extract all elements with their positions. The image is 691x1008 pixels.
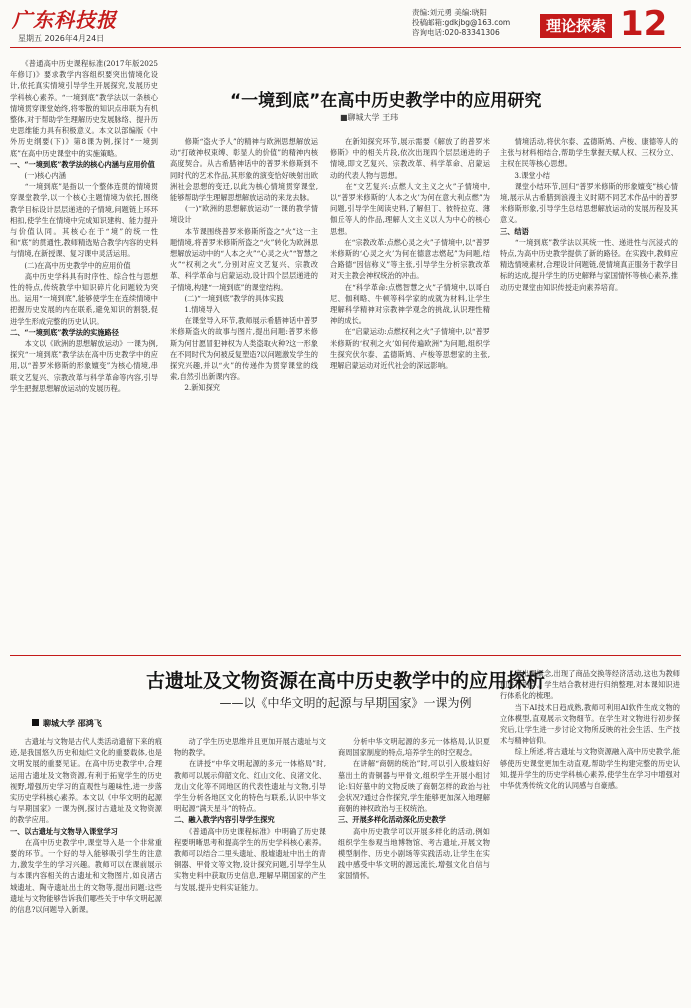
section-heading: 三、开展多样化活动深化历史教学: [338, 815, 446, 825]
paragraph: 在讲解“商朝的统治”时,可以引入殷墟妇好墓出土的青铜器与甲骨文,组织学生开展小组讨论:妇好墓中的文物反映了商朝怎样的政治与社会状况?通过合作探究,学生能够更加深入地理解商朝的神权政治与王权统治。: [338, 759, 490, 814]
paragraph: (一)“欧洲的思想解放运动”一课的教学情境设计: [170, 204, 318, 225]
paragraph: 2.新知探究: [170, 383, 220, 393]
author-marker-icon: [32, 719, 39, 726]
article2-author: [32, 718, 102, 729]
issue-date: 星期五 2026年4月24日: [18, 34, 105, 43]
paragraph: 在“文艺复兴:点燃人文主义之火”子情境中,以“普罗米修斯的‘人本之火’为何在意大利点燃”为问题,引导学生阅读史料,了解但丁、彼特拉克、薄伽丘等人的作品,理解人文主义以人为中心的核心思想。: [330, 181, 490, 236]
paragraph: 高中历史学科具有时序性、综合性与思想性的特点,传统教学中知识碎片化问题较为突出。运用“一境到底”,能够使学生在连续情境中把握历史发展的内在联系,避免知识的割裂,促进学生形成完整的历史认识。: [10, 271, 158, 326]
article-divider: [10, 655, 681, 656]
paragraph: 在讲授“中华文明起源的多元一体格局”时,教师可以展示仰韶文化、红山文化、良渚文化、龙山文化等不同地区的代表性遗址与文物,引导学生分析各地区文化的特色与联系,认识中华文明起源“满天星斗”的特点。: [174, 759, 326, 814]
submission-email: 投稿邮箱:gdkjbg@163.com: [412, 18, 511, 27]
section-label: 理论探索: [540, 14, 612, 38]
contact-phone: 咨询电话:020-83341306: [412, 28, 500, 37]
paragraph: (二)在高中历史教学中的应用价值: [10, 260, 131, 270]
paragraph: 高中历史教学可以开展多样化的活动,例如组织学生参观当地博物馆、考古遗址,开展文物模型制作、历史小剧场等实践活动,让学生在实践中感受中华文明的源远流长,增强文化自信与家国情怀。: [338, 826, 490, 881]
article2-column-1: [10, 736, 162, 1002]
page-number: 12: [620, 4, 668, 44]
paragraph: 本节课围绕普罗米修斯所盗之“火”这一主题情境,将普罗米修斯所盗之“火”转化为欧洲思想解放运动中的“人本之火”“心灵之火”“智慧之火”“权利之火”,分别对应文艺复兴、宗教改革、科学革命与启蒙运动,设计四个层层递进的子情境,构建“一境到底”的课堂结构。: [170, 226, 318, 292]
paragraph: 分析中华文明起源的多元一体格局,认识夏商周国家制度的特点,培养学生的时空观念。: [338, 737, 490, 758]
paragraph: 在高中历史教学中,课堂导入是一个非常重要的环节。一个好的导入能够吸引学生的注意力,激发学生的学习兴趣。教师可以在课前展示与本课内容相关的古遗址和文物图片,如良渚古城遗址、陶寺遗址出土的文物等,提出问题:这些遗址与文物能够告诉我们哪些关于中华文明起源的信息?以问题导入新课。: [10, 837, 162, 915]
newspaper-logo: 广东科技报: [12, 8, 117, 32]
paragraph: 《普通高中历史课程标准(2017年版2025年修订)》要求教学内容组织要突出情境化设计,依托真实情境引导学生开展探究,发展历史学科核心素养。“一境到底”教学法以一条核心情境贯穿课堂始终,将零散的知识点串联为有机整体,对于帮助学生理解历史发展脉络、提升历史思维能力具有积极意义。本文以部编版《中外历史纲要(下)》第8课为例,探讨“一境到底”在高中历史课堂中的实施策略。: [10, 59, 158, 158]
section-heading: 一、以古遗址与文物导入课堂学习: [10, 826, 118, 836]
paragraph: 在课堂导入环节,教师展示希腊神话中普罗米修斯盗火的故事与图片,提出问题:普罗米修斯为何甘愿冒犯神权为人类盗取火种?这一形象在不同时代为何被反复塑造?以问题激发学生的探究兴趣,并以“火”的传递作为贯穿课堂的线索,自然引出新课内容。: [170, 316, 318, 382]
paragraph: 古遗址与文物是古代人类活动遗留下来的痕迹,是我国悠久历史和灿烂文化的重要载体,也是文明发展的重要见证。在高中历史教学中,合理运用古遗址及文物资源,有利于拓宽学生的历史视野,增强历史学习的直观性与趣味性,进一步落实历史学科核心素养。本文以《中华文明的起源与早期国家》一课为例,探讨古遗址及文物资源的教学应用。: [10, 737, 162, 825]
paragraph: 家出理概念,出现了商品交换等经济活动,这也为教师们进行指导。学生结合教材进行归纳整理,对本课知识进行体系化的梳理。: [500, 669, 680, 701]
paragraph: 修斯“盗火予人”的精神与欧洲思想解放运动“打破神权束缚、彰显人的价值”的精神内核高度契合。从古希腊神话中的普罗米修斯到不同时代的艺术作品,其形象的演变恰好映射出欧洲社会思想的变迁,以此为核心情境贯穿课堂,能够帮助学生理解思想解放运动的来龙去脉。: [170, 137, 318, 203]
section-heading: 二、融入教学内容引导学生探究: [174, 815, 275, 825]
section-heading: 二、“一境到底”教学法的实施路径: [10, 327, 119, 337]
paragraph: 情境活动,将伏尔泰、孟德斯鸠、卢梭、康德等人的主张与材料相结合,帮助学生掌握天赋人权、三权分立、主权在民等核心思想。: [500, 137, 678, 169]
header-rule: [10, 47, 681, 48]
section-heading: 一、“一境到底”教学法的核心内涵与应用价值: [10, 159, 155, 169]
paragraph: 课堂小结环节,回归“普罗米修斯的形象嬗变”核心情境,展示从古希腊到浪漫主义时期不同艺术作品中的普罗米修斯形象,引导学生总结思想解放运动的发展历程及其意义。: [500, 181, 678, 225]
article1-column-1: [10, 58, 158, 648]
paragraph: 3.课堂小结: [500, 170, 550, 180]
paragraph: 动了学生历史思维并且更加开展古遗址与文物的教学。: [174, 737, 326, 758]
article2-subtitle: ——以《中华文明的起源与早期国家》一课为例: [219, 696, 472, 710]
article2-title: 古遗址及文物资源在高中历史教学中的应用探析: [145, 670, 545, 692]
article1-title: “一境到底”在高中历史教学中的应用研究: [230, 91, 542, 111]
paragraph: 《普通高中历史课程标准》中明确了历史课程要明晰思考和提高学生的历史学科核心素养。教师可以结合二里头遗址、殷墟遗址中出土的青铜器、甲骨文等文物,设计探究问题,引导学生从实物史料中获取历史信息,理解早期国家的产生与发展,提升史料实证能力。: [174, 826, 326, 892]
paragraph: 在“宗教改革:点燃心灵之火”子情境中,以“普罗米修斯的‘心灵之火’为何在德意志燃起”为问题,结合路德“因信称义”等主张,引导学生分析宗教改革对天主教会神权统治的冲击。: [330, 237, 490, 281]
article2-column-3: [338, 736, 490, 1002]
article2-author-name: 聊城大学 邵鸿飞: [43, 719, 102, 728]
article1-column-2: [170, 136, 318, 648]
paragraph: 在新知探究环节,展示需要《解放了的普罗米修斯》中的相关片段,依次出现四个层层递进的子情境,即文艺复兴、宗教改革、科学革命、启蒙运动的代表人物与思想。: [330, 137, 490, 180]
paragraph: 当下AI技术日趋成熟,教师可利用AI软件生成文物的立体模型,直观展示文物细节。在学生对文物进行初步探究后,让学生进一步讨论文物所反映的社会生活、生产技术与精神信仰。: [500, 702, 680, 746]
paragraph: 在“科学革命:点燃智慧之火”子情境中,以哥白尼、伽利略、牛顿等科学家的成就为材料,让学生理解科学精神对宗教神学观念的挑战,认识理性精神的成长。: [330, 282, 490, 326]
paragraph: (一)核心内涵: [10, 171, 66, 181]
paragraph: 在“启蒙运动:点燃权利之火”子情境中,以“普罗米修斯的‘权利之火’如何传遍欧洲”为问题,组织学生探究伏尔泰、孟德斯鸠、卢梭等思想家的主张,理解启蒙运动对近代社会的深远影响。: [330, 327, 490, 371]
editor-info: [412, 8, 510, 38]
section-heading: 三、结语: [500, 226, 529, 236]
article2-column-4: [500, 668, 680, 1002]
paragraph: 1.情境导入: [170, 305, 220, 315]
article1-author: ■聊城大学 王玮: [340, 113, 399, 122]
paragraph: 综上所述,将古遗址与文物资源融入高中历史教学,能够使历史课堂更加生动直观,帮助学生构建完整的历史认知,提升学生的历史学科核心素养,使学生在学习中增强对中华优秀传统文化的认同感与自豪感。: [500, 747, 680, 791]
article1-column-4: [500, 136, 678, 648]
editor-names: 责编:刘元勇 美编:晓阳: [412, 8, 487, 17]
paragraph: 本文以《欧洲的思想解放运动》一课为例,探究“一境到底”教学法在高中历史教学中的应用,以“普罗米修斯的形象嬗变”为核心情境,串联文艺复兴、宗教改革与科学革命等内容,引导学生把握思想解放运动的发展历程。: [10, 339, 158, 393]
article1-column-3: [330, 136, 490, 648]
paragraph: “一境到底”教学法以其统一性、递进性与沉浸式的特点,为高中历史教学提供了新的路径。在实践中,教师应精选情境素材,合理设计问题链,使情境真正服务于教学目标的达成,提升学生的历史解释与家国情怀等核心素养,推动历史课堂由知识传授走向素养培育。: [500, 237, 678, 292]
paragraph: “一境到底”是指以一个整体连贯的情境贯穿课堂教学,以一个核心主题情境为依托,围绕教学目标设计层层递进的子情境,问题链上环环相扣,使学生在情境中完成知识建构、能力提升与价值认同。其核心在于“境”的统一性和“底”的贯通性,教师精选贴合教学内容的史料与情境,在新授课、复习课中灵活运用。: [10, 182, 158, 259]
article2-column-2: [174, 736, 326, 1002]
paragraph: (二)“一境到底”教学的具体实践: [170, 293, 284, 303]
